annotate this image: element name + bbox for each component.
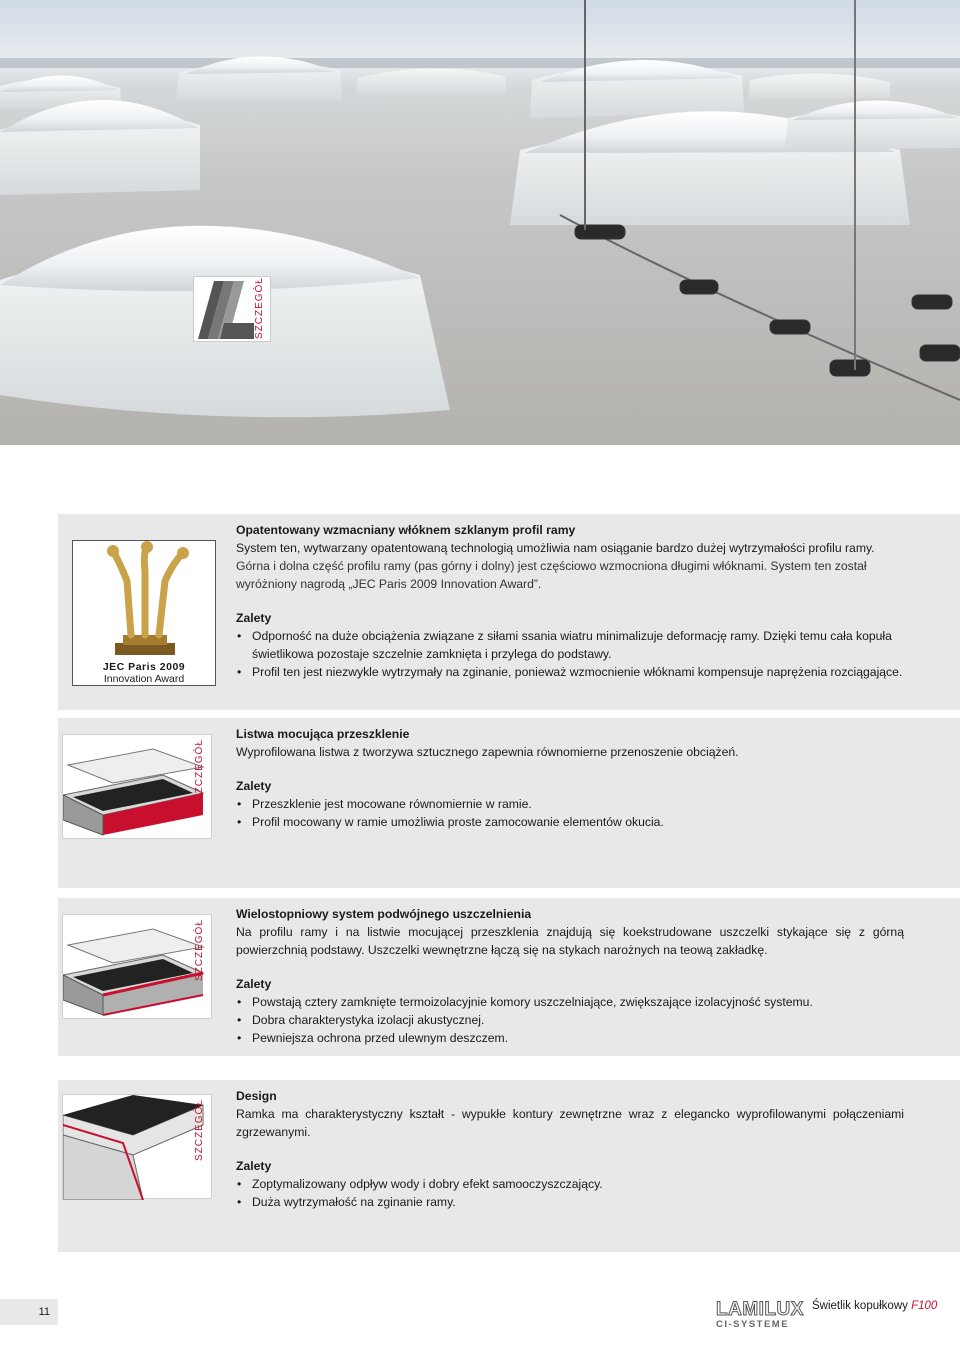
list-item: • Zoptymalizowany odpływ wody i dobry efekt samooczyszczający. <box>236 1175 904 1193</box>
advantages-list <box>236 1175 904 1211</box>
szczegol-label: SZCZEGÓŁ <box>194 1099 205 1161</box>
section-text <box>236 521 904 681</box>
page-number: 11 <box>0 1299 58 1325</box>
detail-logo-icon <box>194 277 256 341</box>
detail-drawing <box>62 734 212 839</box>
advantages-list <box>236 795 904 831</box>
list-item: • Dobra charakterystyka izolacji akustycznej. <box>236 1011 904 1029</box>
szczegol-label: SZCZEGÓŁ <box>194 739 205 801</box>
section-glazing-strip <box>58 718 960 888</box>
list-item: • Przeszklenie jest mocowane równomiernie w ramie. <box>236 795 904 813</box>
brand-logo <box>716 1300 806 1330</box>
section-line: Górna i dolna część profilu ramy (pas górny i dolny) jest częściowo wzmocniona długimi włóknami. System ten został wyróżniony nagrodą „JEC Paris 2009 Innovation Award”. <box>236 559 867 591</box>
product-title <box>812 1300 937 1312</box>
list-item: • Duża wytrzymałość na zginanie ramy. <box>236 1193 904 1211</box>
section-title: Design <box>236 1089 277 1103</box>
section-title: Opatentowany wzmacniany włóknem szklanym profil ramy <box>236 523 576 537</box>
section-design <box>58 1080 960 1252</box>
szczegol-badge <box>193 276 271 342</box>
advantages-label: Zalety <box>236 779 272 793</box>
section-line: Ramka ma charakterystyczny kształt - wypukłe kontury zewnętrzne wraz z elegancko wyprofilowanymi połączeniami zgrzewanymi. <box>236 1107 904 1139</box>
hero-photo <box>0 0 960 445</box>
section-line: System ten, wytwarzany opatentowaną technologią umożliwia nam osiąganie bardzo dużej wytrzymałości profilu ramy. <box>236 541 875 555</box>
list-item: • Pewniejsza ochrona przed ulewnym deszczem. <box>236 1029 904 1047</box>
list-item: • Powstają cztery zamknięte termoizolacyjnie komory uszczelniające, zwiększające izolacyjność systemu. <box>236 993 904 1011</box>
section-title: Listwa mocująca przeszklenie <box>236 727 410 741</box>
section-frame-profile <box>58 514 960 710</box>
advantages-label: Zalety <box>236 977 272 991</box>
brand-subtitle: CI-SYSTEME <box>716 1319 790 1330</box>
section-line: Wyprofilowana listwa z tworzywa sztucznego zapewnia równomierne przenoszenie obciążeń. <box>236 745 739 759</box>
advantages-list <box>236 993 904 1047</box>
advantages-label: Zalety <box>236 1159 272 1173</box>
frame-corner-icon <box>63 1095 213 1200</box>
advantages-label: Zalety <box>236 611 272 625</box>
detail-drawing <box>62 914 212 1019</box>
mid-skylights <box>0 100 960 225</box>
award-caption-subtitle: Innovation Award <box>103 673 185 685</box>
roof-skylights-illustration <box>0 0 960 445</box>
section-line: Na profilu ramy i na listwie mocującej przeszklenia znajdują się koekstrudowane uszczelki stykające się z górną powierzchnią podstawy. Uszczelki wewnętrzne łączą się na stykach narożnych na teową zakładkę. <box>236 925 904 957</box>
list-item: • Odporność na duże obciążenia związane z siłami ssania wiatru minimalizuje deformację ramy. Dzięki temu cała kopuła świetlikowa pozostaje szczelnie zamknięta i przylega do podstawy. <box>236 627 904 663</box>
award-caption-title: JEC Paris 2009 <box>102 661 186 673</box>
section-text <box>236 725 904 831</box>
profile-cross-section-icon <box>63 735 213 840</box>
szczegol-label: SZCZEGÓŁ <box>194 919 205 981</box>
trophy-icon <box>73 541 217 659</box>
award-box <box>72 540 216 686</box>
list-item: • Profil ten jest niezwykle wytrzymały na zginanie, ponieważ wzmocnienie włóknami kompensuje naprężenia rozciągające. <box>236 663 904 681</box>
product-model: F100 <box>911 1300 938 1312</box>
list-item: • Profil mocowany w ramie umożliwia proste zamocowanie elementów okucia. <box>236 813 904 831</box>
brand-name: LAMILUX <box>716 1299 804 1320</box>
szczegol-label: SZCZEGÓŁ <box>254 277 265 339</box>
advantages-list <box>236 627 904 681</box>
section-title: Wielostopniowy system podwójnego uszczelnienia <box>236 907 532 921</box>
section-double-seal <box>58 898 960 1056</box>
section-text <box>236 1087 904 1211</box>
detail-drawing <box>62 1094 212 1199</box>
seal-cross-section-icon <box>63 915 213 1020</box>
section-text <box>236 905 904 1047</box>
product-name: Świetlik kopułkowy <box>812 1300 912 1312</box>
